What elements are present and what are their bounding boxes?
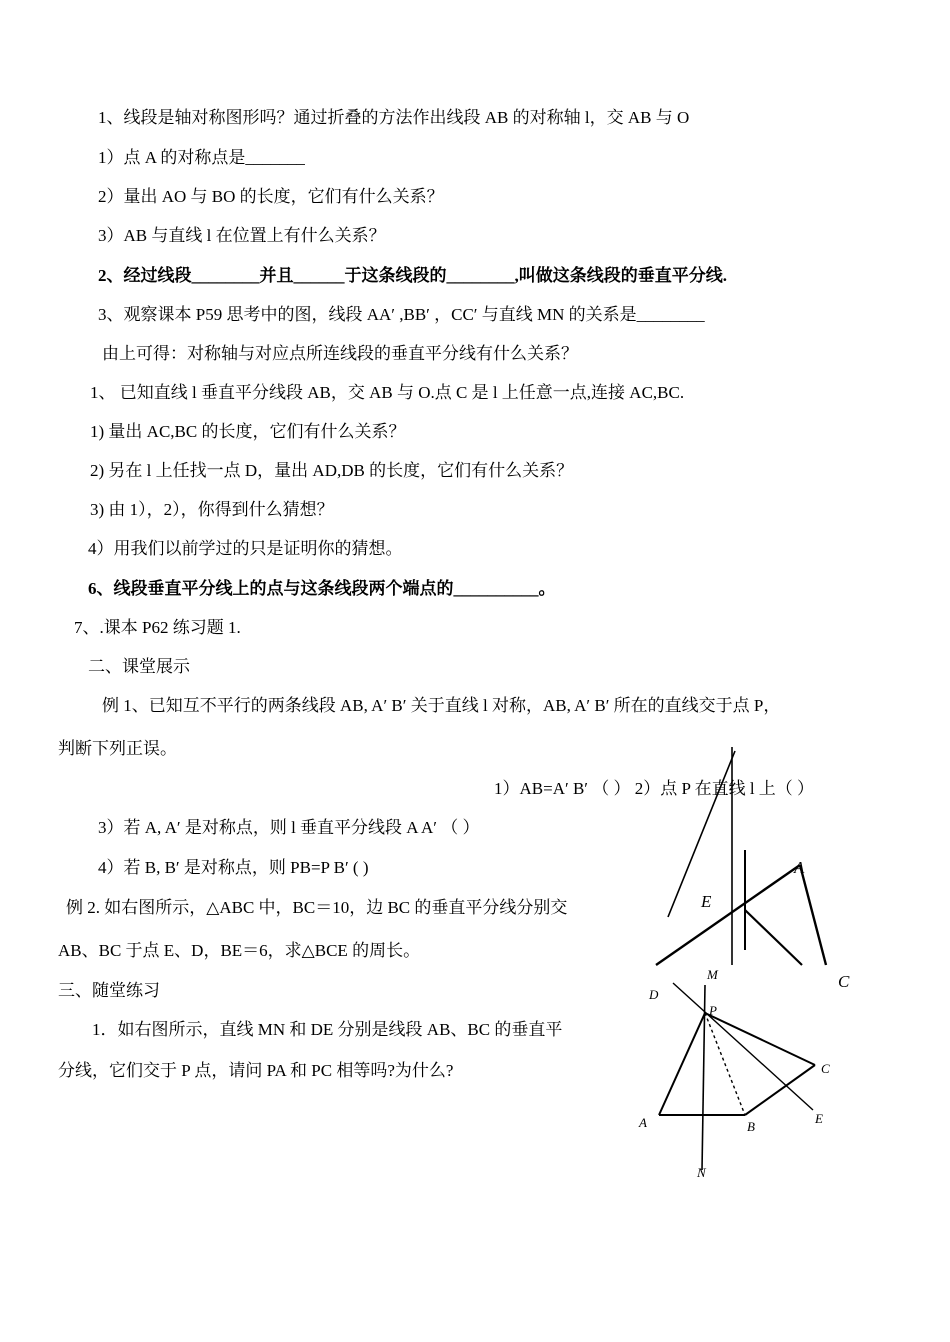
- label-e2: E: [815, 1111, 823, 1126]
- question-3: 3、观察课本 P59 思考中的图，线段 AA′ ,BB′ ，CC′ 与直线 MN 的关系是________: [98, 305, 705, 324]
- question-1-part-2: 2）量出 AO 与 BO 的长度，它们有什么关系？: [98, 187, 444, 206]
- label-c2: C: [821, 1061, 830, 1076]
- section-2-heading: 二、课堂展示: [88, 657, 190, 676]
- label-m: M: [707, 967, 718, 982]
- example-1-instruction: 判断下列正误。: [58, 739, 177, 758]
- question-4-part-4: 4）用我们以前学过的只是证明你的猜想。: [88, 539, 403, 558]
- question-1-part-1: 1）点 A 的对称点是_______: [98, 148, 305, 167]
- property-statement: 6、线段垂直平分线上的点与这条线段两个端点的__________。: [88, 579, 556, 598]
- label-d: D: [649, 987, 659, 1002]
- example-1-items-1-2: 1）AB=A′ B′ （ ） 2）点 P 在直线 l 上（ ）: [494, 779, 815, 798]
- question-1: 1、线段是轴对称图形吗？通过折叠的方法作出线段 AB 的对称轴 l，交 AB 与 O: [98, 108, 690, 127]
- label-p: P: [709, 1003, 717, 1018]
- figure-1-triangle: [650, 745, 855, 1000]
- label-e: E: [701, 892, 712, 911]
- section-3-heading: 三、随堂练习: [58, 981, 160, 1000]
- exercise-1-cont: 分线，它们交于 P 点，请问 PA 和 PC 相等吗?为什么?: [58, 1061, 454, 1080]
- example-1: 例 1、已知互不平行的两条线段 AB, A′ B′ 关于直线 l 对称，AB, A′ B′ 所在的直线交于点 P，: [102, 696, 781, 715]
- question-4-part-1: 1) 量出 AC,BC 的长度，它们有什么关系？: [90, 422, 406, 441]
- question-4-part-3: 3) 由 1），2），你得到什么猜想？: [90, 500, 334, 519]
- figure-2-triangle: [635, 965, 850, 1185]
- example-2-cont: AB、BC 于点 E、D，BE＝6，求△BCE 的周长。: [58, 941, 421, 960]
- question-1-part-3: 3）AB 与直线 l 在位置上有什么关系？: [98, 226, 386, 245]
- example-1-item-4: 4）若 B, B′ 是对称点，则 PB=P B′ ( ): [98, 858, 369, 877]
- question-4-part-2: 2) 另在 l 上任找一点 D，量出 AD,DB 的长度，它们有什么关系？: [90, 461, 574, 480]
- question-3-followup: 由上可得：对称轴与对应点所连线段的垂直平分线有什么关系？: [102, 344, 578, 363]
- question-4: 1、 已知直线 l 垂直平分线段 AB，交 AB 与 O.点 C 是 l 上任意一点,连接 AC,BC.: [90, 383, 685, 402]
- label-b: B: [747, 1119, 755, 1134]
- label-a: A: [794, 858, 805, 877]
- definition-perpendicular-bisector: 2、经过线段________并且______于这条线段的________,叫做这条线段的垂直平分线.: [98, 266, 727, 285]
- question-7: 7、.课本 P62 练习题 1.: [74, 618, 241, 637]
- example-2: 例 2. 如右图所示，△ABC 中，BC＝10，边 BC 的垂直平分线分别交: [66, 898, 568, 917]
- example-1-item-3: 3）若 A, A′ 是对称点，则 l 垂直平分线段 A A′ （ ）: [98, 818, 480, 837]
- label-a2: A: [639, 1115, 647, 1130]
- label-n: N: [697, 1165, 706, 1180]
- exercise-1: 1．如右图所示，直线 MN 和 DE 分别是线段 AB、BC 的垂直平: [92, 1020, 563, 1039]
- label-c: C: [838, 972, 850, 991]
